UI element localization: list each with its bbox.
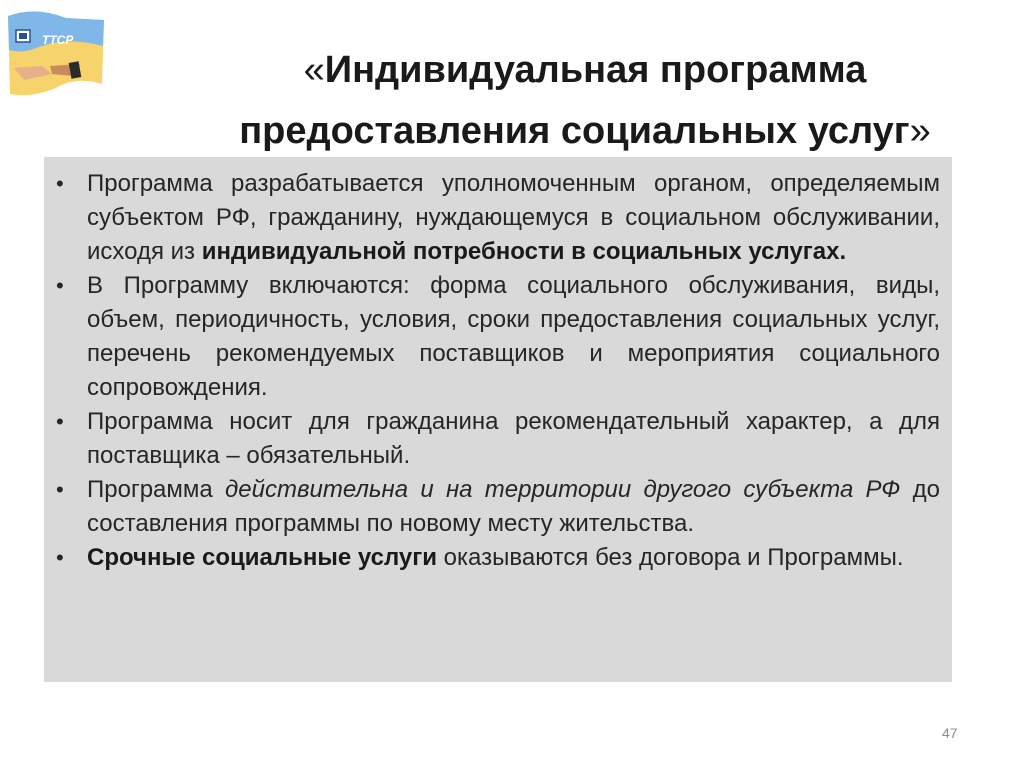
bullet-icon: • <box>56 273 64 298</box>
title-close-quote: » <box>909 110 931 152</box>
bullet-4-text-end: до составления программы по новому месту жительства. <box>87 476 940 537</box>
bullet-5-text: оказываются без договора и Программы. <box>437 544 904 571</box>
bullet-icon: • <box>56 477 64 502</box>
bullet-item <box>56 167 940 269</box>
bullet-icon: • <box>56 171 64 196</box>
page-number: 47 <box>942 725 958 741</box>
handshake-logo-icon <box>6 6 106 106</box>
content-box <box>44 157 952 682</box>
bullet-1-text: Программа разрабатывается уполномоченным органом, определяемым субъектом РФ, гражданину, нуждающемуся в социальном обслуживании, исходя из <box>87 170 940 265</box>
bullet-item <box>56 541 940 575</box>
bullet-4-italic: действительна и на территории другого субъекта РФ <box>225 476 901 503</box>
page-title <box>150 40 1020 162</box>
bullet-icon: • <box>56 409 64 434</box>
title-line-2: предоставления социальных услуг <box>239 110 910 152</box>
bullet-1-bold: индивидуальной потребности в социальных услугах. <box>201 238 847 265</box>
bullet-5-bold: Срочные социальные услуги <box>87 544 437 571</box>
bullet-2-text: В Программу включаются: форма социального обслуживания, виды, объем, периодичность, условия, сроки предоставления социальных услуг, перечень рекомендуемых поставщиков и мероприятия социального сопровождения. <box>87 272 940 401</box>
bullet-item <box>56 473 940 541</box>
bullet-4-text: Программа <box>87 476 225 503</box>
title-open-quote: « <box>303 49 325 91</box>
title-line-1: Индивидуальная программа <box>324 49 867 91</box>
logo <box>6 6 106 106</box>
svg-text:ТТСР: ТТСР <box>42 33 74 47</box>
bullet-3-text: Программа носит для гражданина рекомендательный характер, а для поставщика – обязательный. <box>87 408 940 469</box>
bullet-item <box>56 269 940 405</box>
bullet-item <box>56 405 940 473</box>
bullet-list <box>56 167 940 575</box>
bullet-icon: • <box>56 545 64 570</box>
